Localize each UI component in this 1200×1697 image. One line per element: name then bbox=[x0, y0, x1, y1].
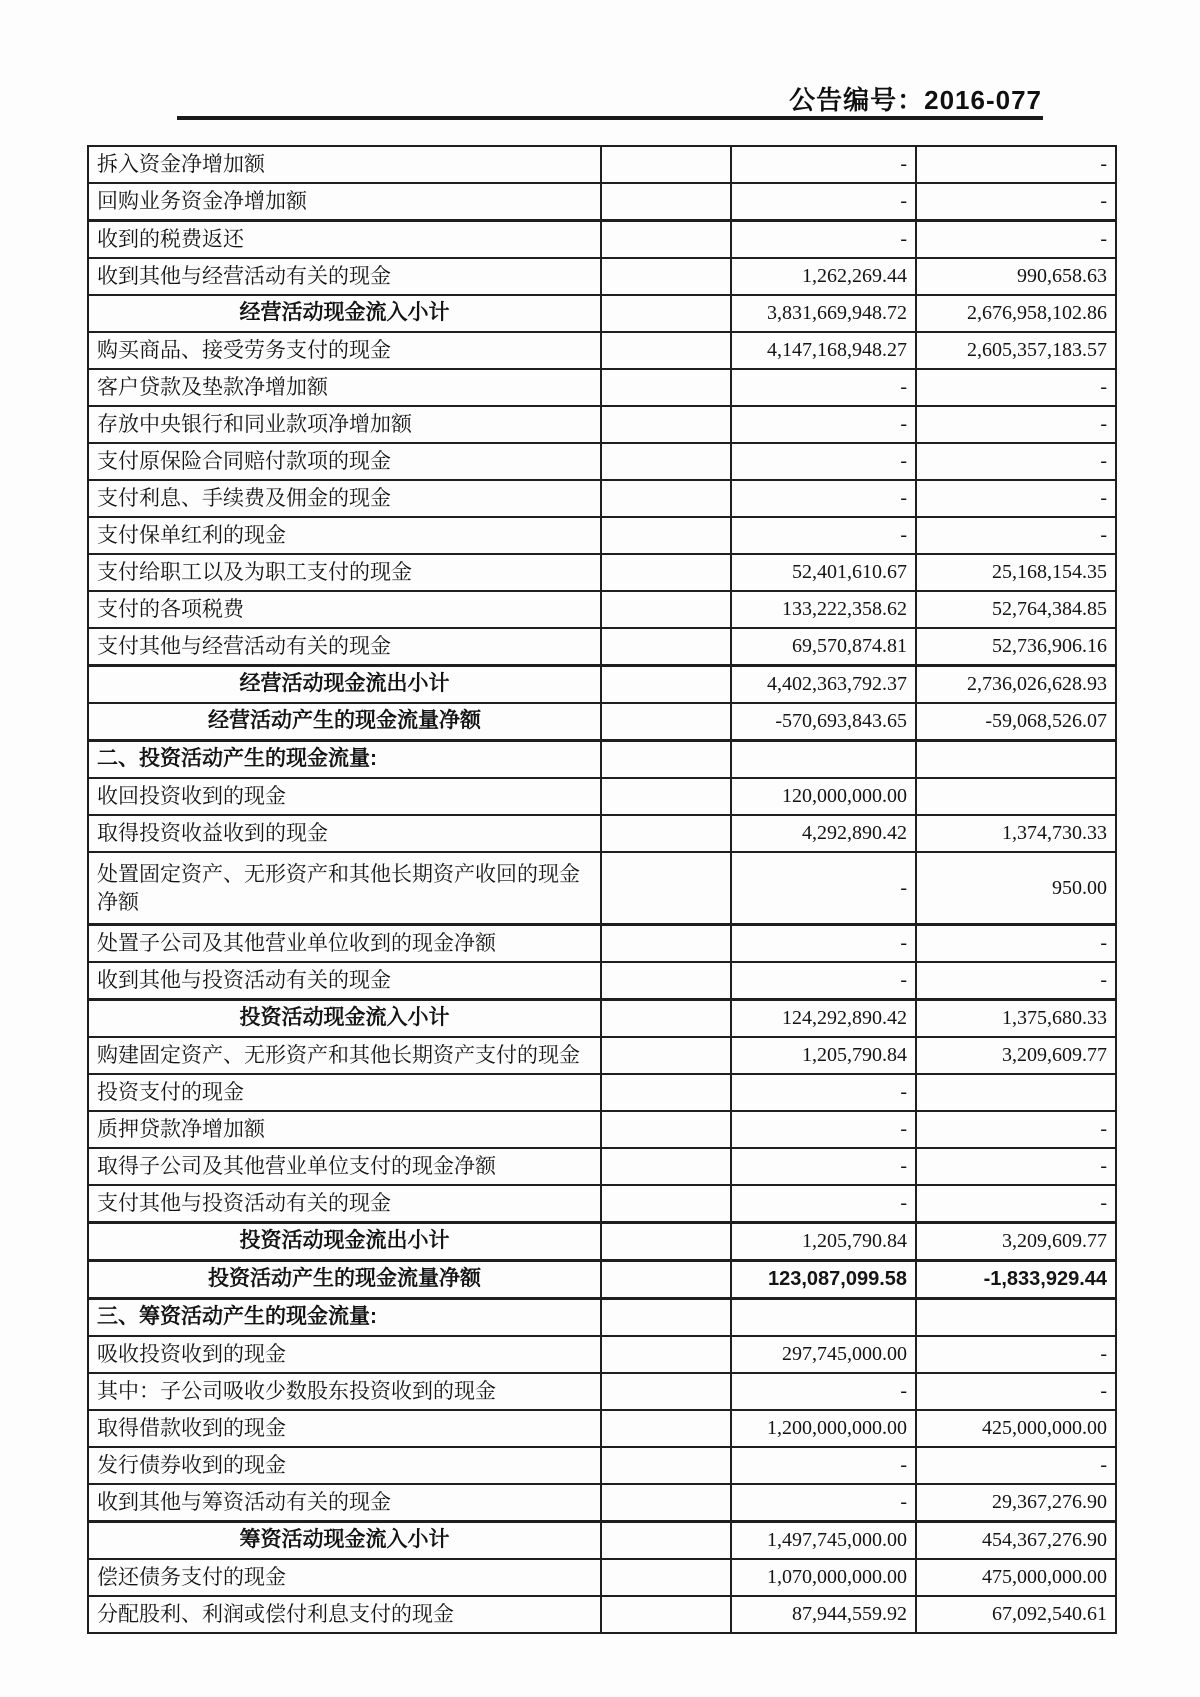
current-period-cell: - bbox=[731, 146, 916, 183]
prior-period-cell: - bbox=[916, 1148, 1116, 1185]
current-period-cell: - bbox=[731, 183, 916, 221]
prior-period-cell: - bbox=[916, 1185, 1116, 1223]
current-period-cell: 4,147,168,948.27 bbox=[731, 332, 916, 369]
prior-period-cell: 2,676,958,102.86 bbox=[916, 295, 1116, 332]
note-cell bbox=[601, 443, 731, 480]
table-row bbox=[88, 1299, 1116, 1337]
table-row bbox=[88, 925, 1116, 963]
item-label-cell: 发行债券收到的现金 bbox=[88, 1447, 601, 1484]
current-period-cell: 52,401,610.67 bbox=[731, 554, 916, 591]
prior-period-cell: 950.00 bbox=[916, 852, 1116, 925]
note-cell bbox=[601, 1185, 731, 1223]
current-period-cell: 133,222,358.62 bbox=[731, 591, 916, 628]
prior-period-cell bbox=[916, 1074, 1116, 1111]
prior-period-cell: 454,367,276.90 bbox=[916, 1522, 1116, 1560]
note-cell bbox=[601, 1336, 731, 1373]
note-cell bbox=[601, 1037, 731, 1074]
prior-period-cell: - bbox=[916, 925, 1116, 963]
current-period-cell: - bbox=[731, 1185, 916, 1223]
table-row bbox=[88, 517, 1116, 554]
item-label-cell: 投资支付的现金 bbox=[88, 1074, 601, 1111]
current-period-cell: 1,497,745,000.00 bbox=[731, 1522, 916, 1560]
note-cell bbox=[601, 332, 731, 369]
table-row bbox=[88, 591, 1116, 628]
prior-period-cell: - bbox=[916, 443, 1116, 480]
note-cell bbox=[601, 1074, 731, 1111]
item-label-cell: 支付其他与投资活动有关的现金 bbox=[88, 1185, 601, 1223]
item-label-cell: 收到其他与筹资活动有关的现金 bbox=[88, 1484, 601, 1522]
note-cell bbox=[601, 480, 731, 517]
prior-period-cell: -1,833,929.44 bbox=[916, 1261, 1116, 1299]
note-cell bbox=[601, 1447, 731, 1484]
prior-period-cell: - bbox=[916, 480, 1116, 517]
note-cell bbox=[601, 1410, 731, 1447]
item-label-cell: 处置固定资产、无形资产和其他长期资产收回的现金净额 bbox=[88, 852, 601, 925]
note-cell bbox=[601, 183, 731, 221]
table-row bbox=[88, 1336, 1116, 1373]
current-period-cell: - bbox=[731, 480, 916, 517]
current-period-cell: 1,262,269.44 bbox=[731, 258, 916, 295]
item-label-cell: 客户贷款及垫款净增加额 bbox=[88, 369, 601, 406]
note-cell bbox=[601, 852, 731, 925]
table-row bbox=[88, 1522, 1116, 1560]
current-period-cell: 3,831,669,948.72 bbox=[731, 295, 916, 332]
note-cell bbox=[601, 591, 731, 628]
current-period-cell: - bbox=[731, 517, 916, 554]
table-row bbox=[88, 1111, 1116, 1148]
item-label-cell: 偿还债务支付的现金 bbox=[88, 1559, 601, 1596]
note-cell bbox=[601, 554, 731, 591]
prior-period-cell: 52,736,906.16 bbox=[916, 628, 1116, 666]
table-row bbox=[88, 1185, 1116, 1223]
current-period-cell: - bbox=[731, 852, 916, 925]
item-label-cell: 取得子公司及其他营业单位支付的现金净额 bbox=[88, 1148, 601, 1185]
prior-period-cell: 425,000,000.00 bbox=[916, 1410, 1116, 1447]
item-label-cell: 质押贷款净增加额 bbox=[88, 1111, 601, 1148]
announcement-number: 公告编号：2016-077 bbox=[789, 85, 1042, 115]
note-cell bbox=[601, 258, 731, 295]
current-period-cell: - bbox=[731, 221, 916, 259]
note-cell bbox=[601, 1484, 731, 1522]
table-row bbox=[88, 962, 1116, 1000]
table-row bbox=[88, 554, 1116, 591]
current-period-cell: 69,570,874.81 bbox=[731, 628, 916, 666]
table-row bbox=[88, 815, 1116, 852]
table-row bbox=[88, 480, 1116, 517]
prior-period-cell bbox=[916, 741, 1116, 779]
current-period-cell: - bbox=[731, 1484, 916, 1522]
table-row bbox=[88, 406, 1116, 443]
item-label-cell: 取得借款收到的现金 bbox=[88, 1410, 601, 1447]
note-cell bbox=[601, 221, 731, 259]
prior-period-cell: - bbox=[916, 1111, 1116, 1148]
current-period-cell: - bbox=[731, 1111, 916, 1148]
prior-period-cell: - bbox=[916, 146, 1116, 183]
table-row bbox=[88, 295, 1116, 332]
current-period-cell: 123,087,099.58 bbox=[731, 1261, 916, 1299]
prior-period-cell: 2,605,357,183.57 bbox=[916, 332, 1116, 369]
table-row bbox=[88, 628, 1116, 666]
note-cell bbox=[601, 925, 731, 963]
current-period-cell: 87,944,559.92 bbox=[731, 1596, 916, 1633]
note-cell bbox=[601, 1559, 731, 1596]
item-label-cell: 筹资活动现金流入小计 bbox=[88, 1522, 601, 1560]
item-label-cell: 其中：子公司吸收少数股东投资收到的现金 bbox=[88, 1373, 601, 1410]
note-cell bbox=[601, 1000, 731, 1038]
table-row bbox=[88, 666, 1116, 704]
item-label-cell: 三、筹资活动产生的现金流量: bbox=[88, 1299, 601, 1337]
item-label-cell: 回购业务资金净增加额 bbox=[88, 183, 601, 221]
item-label-cell: 购建固定资产、无形资产和其他长期资产支付的现金 bbox=[88, 1037, 601, 1074]
note-cell bbox=[601, 517, 731, 554]
note-cell bbox=[601, 741, 731, 779]
current-period-cell bbox=[731, 741, 916, 779]
current-period-cell: - bbox=[731, 443, 916, 480]
table-row bbox=[88, 1410, 1116, 1447]
prior-period-cell bbox=[916, 778, 1116, 815]
prior-period-cell: 67,092,540.61 bbox=[916, 1596, 1116, 1633]
cashflow-table-body bbox=[88, 146, 1116, 1633]
table-row bbox=[88, 183, 1116, 221]
table-row bbox=[88, 741, 1116, 779]
note-cell bbox=[601, 1522, 731, 1560]
note-cell bbox=[601, 1111, 731, 1148]
current-period-cell: 1,070,000,000.00 bbox=[731, 1559, 916, 1596]
table-row bbox=[88, 369, 1116, 406]
prior-period-cell: - bbox=[916, 406, 1116, 443]
current-period-cell: 120,000,000.00 bbox=[731, 778, 916, 815]
cash-flow-statement-table bbox=[87, 145, 1117, 1634]
current-period-cell: -570,693,843.65 bbox=[731, 703, 916, 741]
prior-period-cell: -59,068,526.07 bbox=[916, 703, 1116, 741]
note-cell bbox=[601, 703, 731, 741]
current-period-cell: - bbox=[731, 1447, 916, 1484]
item-label-cell: 存放中央银行和同业款项净增加额 bbox=[88, 406, 601, 443]
current-period-cell bbox=[731, 1299, 916, 1337]
note-cell bbox=[601, 628, 731, 666]
prior-period-cell: 25,168,154.35 bbox=[916, 554, 1116, 591]
prior-period-cell: 2,736,026,628.93 bbox=[916, 666, 1116, 704]
table-row bbox=[88, 1000, 1116, 1038]
current-period-cell: 4,292,890.42 bbox=[731, 815, 916, 852]
prior-period-cell: - bbox=[916, 962, 1116, 1000]
table-row bbox=[88, 852, 1116, 925]
note-cell bbox=[601, 295, 731, 332]
current-period-cell: - bbox=[731, 1074, 916, 1111]
item-label-cell: 吸收投资收到的现金 bbox=[88, 1336, 601, 1373]
item-label-cell: 收到其他与投资活动有关的现金 bbox=[88, 962, 601, 1000]
item-label-cell: 经营活动产生的现金流量净额 bbox=[88, 703, 601, 741]
current-period-cell: 1,205,790.84 bbox=[731, 1037, 916, 1074]
current-period-cell: 1,200,000,000.00 bbox=[731, 1410, 916, 1447]
prior-period-cell: - bbox=[916, 369, 1116, 406]
note-cell bbox=[601, 1596, 731, 1633]
table-row bbox=[88, 146, 1116, 183]
table-row bbox=[88, 1074, 1116, 1111]
item-label-cell: 支付的各项税费 bbox=[88, 591, 601, 628]
note-cell bbox=[601, 1223, 731, 1261]
current-period-cell: 4,402,363,792.37 bbox=[731, 666, 916, 704]
table-row bbox=[88, 258, 1116, 295]
prior-period-cell: 990,658.63 bbox=[916, 258, 1116, 295]
current-period-cell: - bbox=[731, 406, 916, 443]
note-cell bbox=[601, 369, 731, 406]
current-period-cell: - bbox=[731, 1148, 916, 1185]
current-period-cell: - bbox=[731, 962, 916, 1000]
item-label-cell: 投资活动现金流入小计 bbox=[88, 1000, 601, 1038]
note-cell bbox=[601, 146, 731, 183]
table-row bbox=[88, 1484, 1116, 1522]
prior-period-cell: 3,209,609.77 bbox=[916, 1037, 1116, 1074]
table-row bbox=[88, 1447, 1116, 1484]
current-period-cell: - bbox=[731, 1373, 916, 1410]
note-cell bbox=[601, 1299, 731, 1337]
item-label-cell: 经营活动现金流入小计 bbox=[88, 295, 601, 332]
item-label-cell: 购买商品、接受劳务支付的现金 bbox=[88, 332, 601, 369]
prior-period-cell: 3,209,609.77 bbox=[916, 1223, 1116, 1261]
prior-period-cell: 475,000,000.00 bbox=[916, 1559, 1116, 1596]
item-label-cell: 支付保单红利的现金 bbox=[88, 517, 601, 554]
current-period-cell: - bbox=[731, 369, 916, 406]
prior-period-cell: 1,375,680.33 bbox=[916, 1000, 1116, 1038]
current-period-cell: 1,205,790.84 bbox=[731, 1223, 916, 1261]
table-row bbox=[88, 443, 1116, 480]
header-divider-rule bbox=[177, 116, 1043, 120]
prior-period-cell: - bbox=[916, 1447, 1116, 1484]
table-row bbox=[88, 1559, 1116, 1596]
table-row bbox=[88, 221, 1116, 259]
item-label-cell: 处置子公司及其他营业单位收到的现金净额 bbox=[88, 925, 601, 963]
item-label-cell: 支付利息、手续费及佣金的现金 bbox=[88, 480, 601, 517]
note-cell bbox=[601, 1261, 731, 1299]
prior-period-cell: - bbox=[916, 1373, 1116, 1410]
table-row bbox=[88, 1373, 1116, 1410]
table-row bbox=[88, 778, 1116, 815]
current-period-cell: 124,292,890.42 bbox=[731, 1000, 916, 1038]
prior-period-cell: 1,374,730.33 bbox=[916, 815, 1116, 852]
item-label-cell: 二、投资活动产生的现金流量: bbox=[88, 741, 601, 779]
table-row bbox=[88, 703, 1116, 741]
table-row bbox=[88, 1148, 1116, 1185]
prior-period-cell: - bbox=[916, 1336, 1116, 1373]
table-row bbox=[88, 1261, 1116, 1299]
note-cell bbox=[601, 1148, 731, 1185]
prior-period-cell: - bbox=[916, 517, 1116, 554]
prior-period-cell: - bbox=[916, 183, 1116, 221]
note-cell bbox=[601, 666, 731, 704]
table-row bbox=[88, 1223, 1116, 1261]
item-label-cell: 拆入资金净增加额 bbox=[88, 146, 601, 183]
prior-period-cell bbox=[916, 1299, 1116, 1337]
item-label-cell: 支付其他与经营活动有关的现金 bbox=[88, 628, 601, 666]
prior-period-cell: - bbox=[916, 221, 1116, 259]
table-row bbox=[88, 1596, 1116, 1633]
item-label-cell: 支付原保险合同赔付款项的现金 bbox=[88, 443, 601, 480]
item-label-cell: 收到其他与经营活动有关的现金 bbox=[88, 258, 601, 295]
current-period-cell: - bbox=[731, 925, 916, 963]
item-label-cell: 支付给职工以及为职工支付的现金 bbox=[88, 554, 601, 591]
note-cell bbox=[601, 1373, 731, 1410]
prior-period-cell: 29,367,276.90 bbox=[916, 1484, 1116, 1522]
item-label-cell: 收回投资收到的现金 bbox=[88, 778, 601, 815]
table-row bbox=[88, 1037, 1116, 1074]
item-label-cell: 投资活动产生的现金流量净额 bbox=[88, 1261, 601, 1299]
item-label-cell: 分配股利、利润或偿付利息支付的现金 bbox=[88, 1596, 601, 1633]
note-cell bbox=[601, 406, 731, 443]
note-cell bbox=[601, 815, 731, 852]
item-label-cell: 取得投资收益收到的现金 bbox=[88, 815, 601, 852]
note-cell bbox=[601, 778, 731, 815]
item-label-cell: 投资活动现金流出小计 bbox=[88, 1223, 601, 1261]
prior-period-cell: 52,764,384.85 bbox=[916, 591, 1116, 628]
item-label-cell: 收到的税费返还 bbox=[88, 221, 601, 259]
current-period-cell: 297,745,000.00 bbox=[731, 1336, 916, 1373]
table-row bbox=[88, 332, 1116, 369]
item-label-cell: 经营活动现金流出小计 bbox=[88, 666, 601, 704]
note-cell bbox=[601, 962, 731, 1000]
